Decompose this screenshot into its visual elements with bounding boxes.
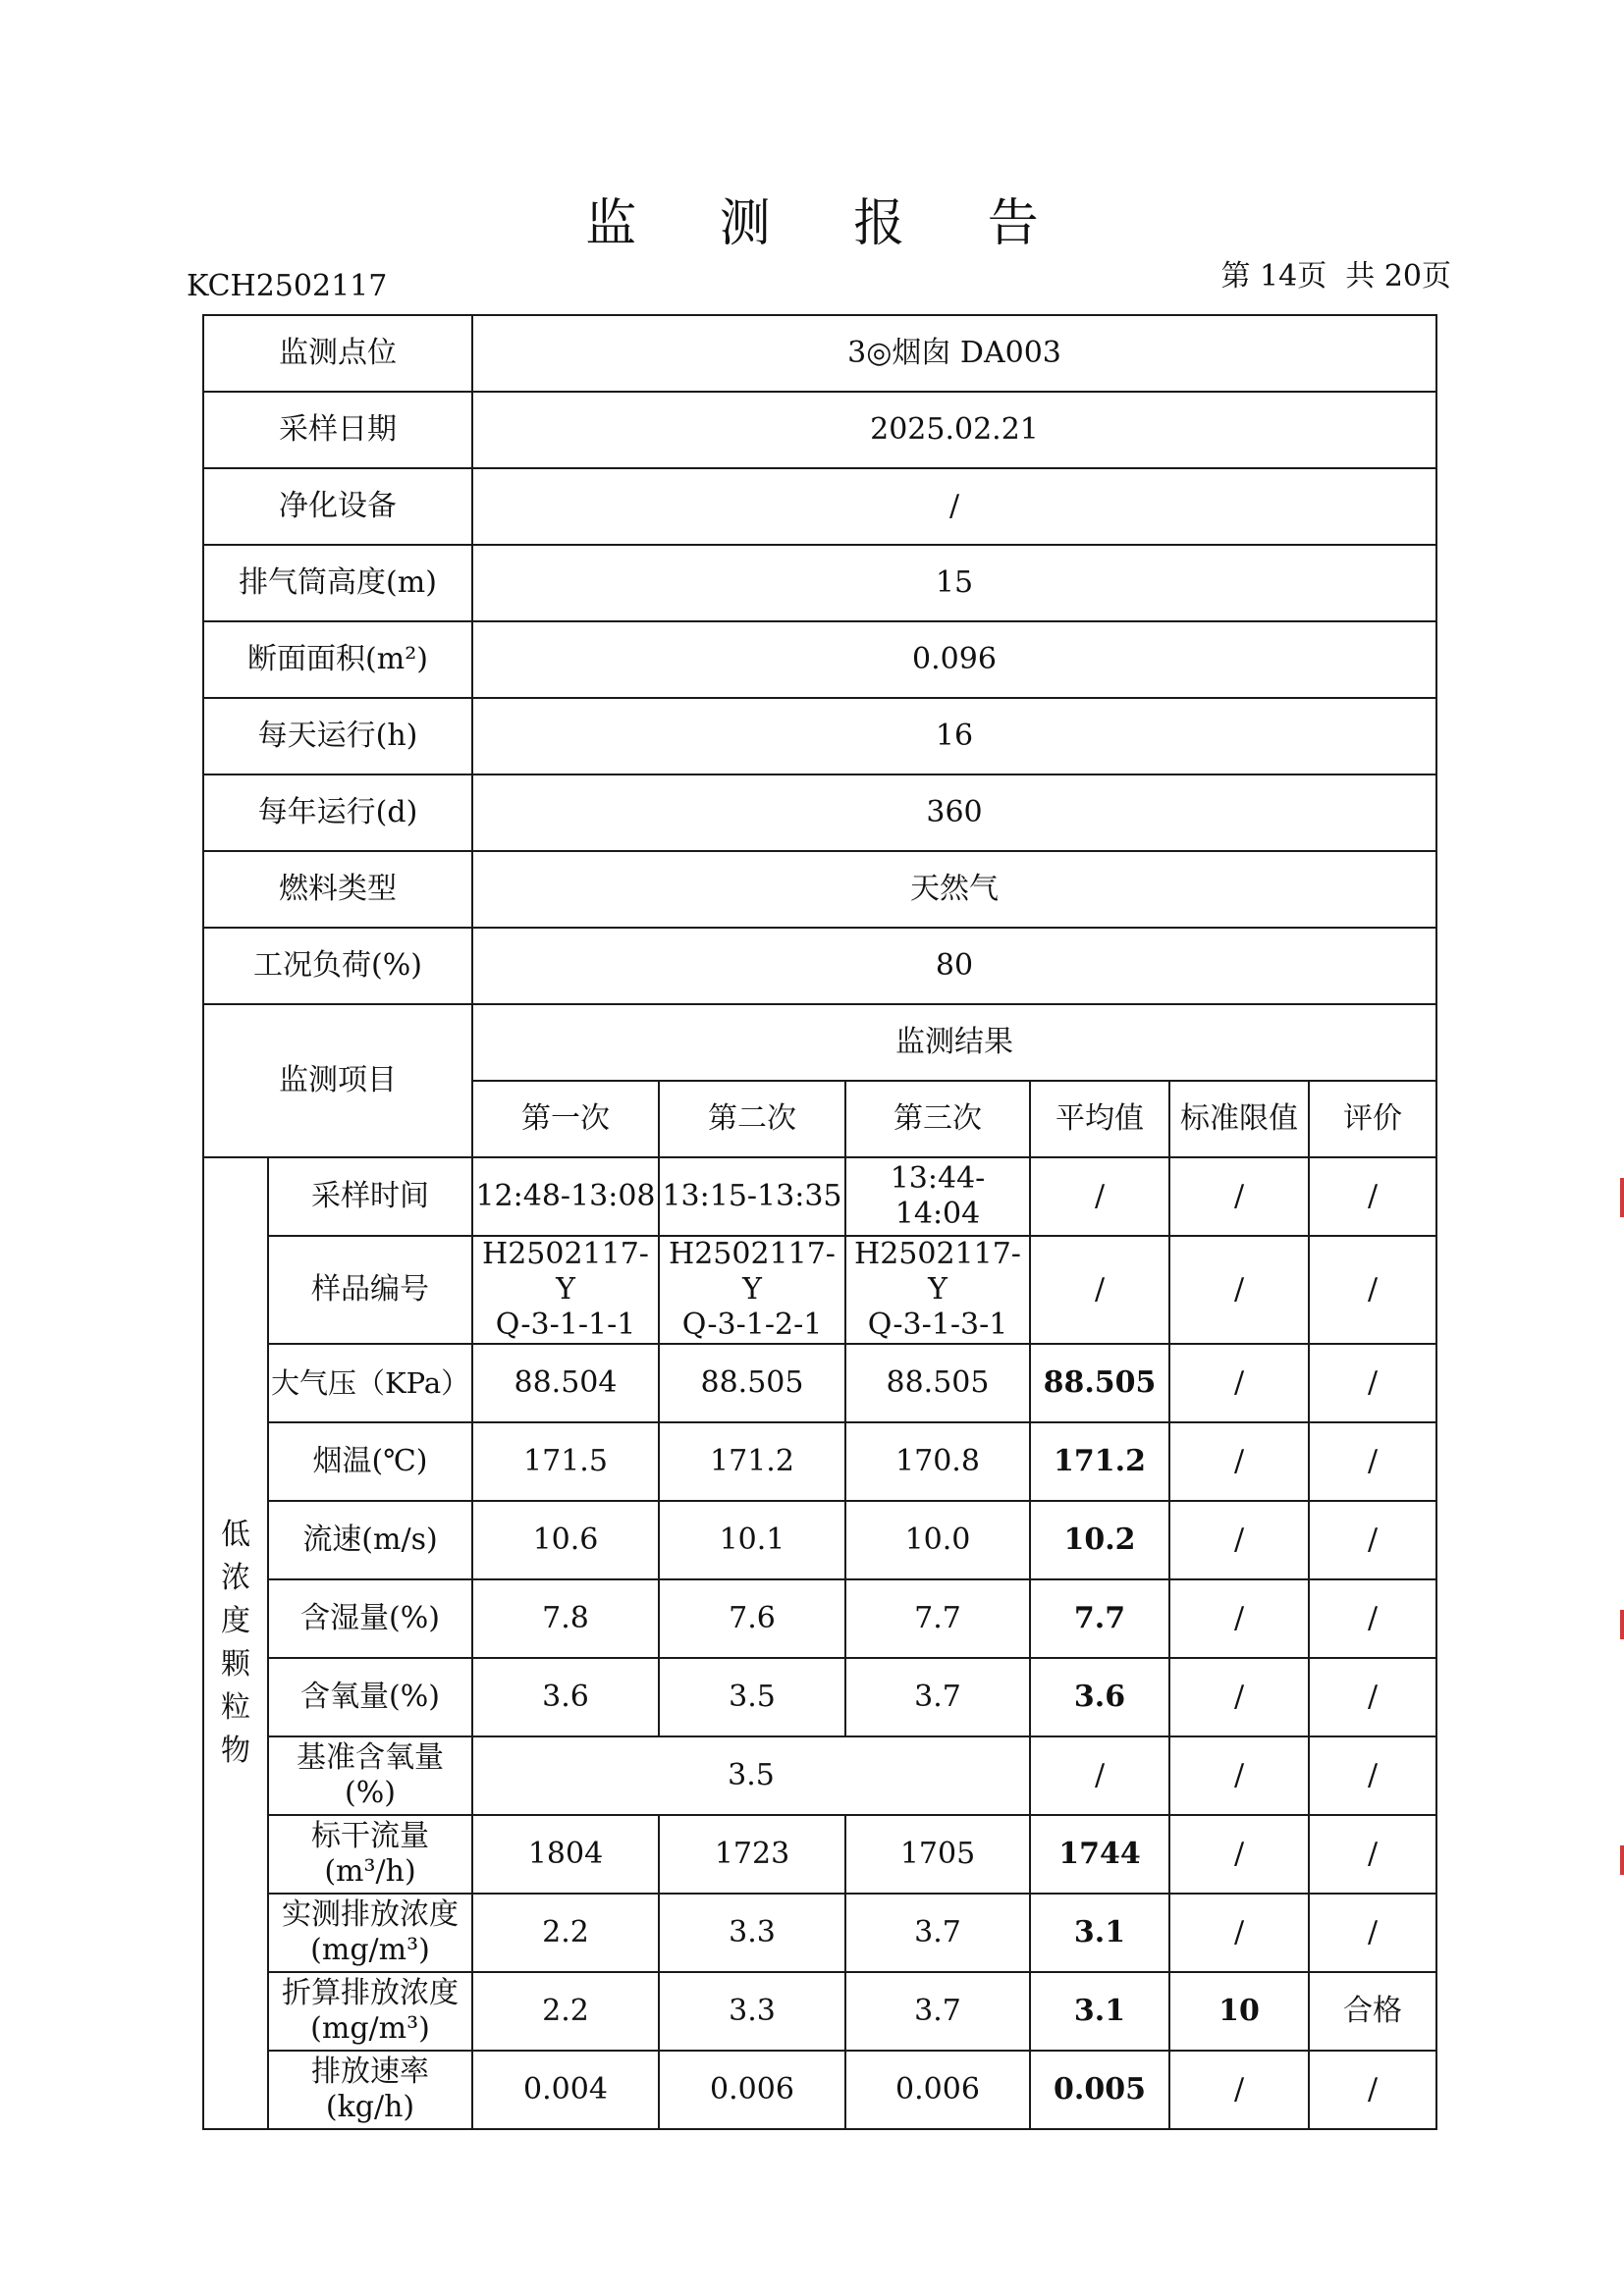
- value-limit: /: [1169, 2051, 1309, 2129]
- monitoring-results-header: 监测结果: [472, 1004, 1436, 1081]
- value-first: 7.8: [472, 1579, 659, 1658]
- value-second: 7.6: [659, 1579, 845, 1658]
- value-limit: /: [1169, 1344, 1309, 1422]
- value-third: 88.505: [845, 1344, 1030, 1422]
- row-label: 烟温(℃): [268, 1422, 472, 1501]
- info-row-sampling-date: [203, 392, 1436, 468]
- row-label: 样品编号: [268, 1236, 472, 1344]
- table-row: [203, 1972, 1436, 2051]
- row-label: 流速(m/s): [268, 1501, 472, 1579]
- report-number: KCH2502117: [187, 269, 388, 303]
- info-row-stack-height: [203, 545, 1436, 621]
- table-row: [203, 1579, 1436, 1658]
- info-row-daily-operation: [203, 698, 1436, 774]
- info-value: /: [472, 468, 1436, 545]
- value-limit: /: [1169, 1501, 1309, 1579]
- row-label: 基准含氧量 (%): [268, 1736, 472, 1815]
- value-third: 3.7: [845, 1658, 1030, 1736]
- value-average: 3.6: [1030, 1658, 1169, 1736]
- value-first: 171.5: [472, 1422, 659, 1501]
- table-row: [203, 1501, 1436, 1579]
- value-third: H2502117-Y Q-3-1-3-1: [845, 1236, 1030, 1344]
- info-value: 360: [472, 774, 1436, 851]
- table-row: [203, 1736, 1436, 1815]
- value-evaluation: /: [1309, 1422, 1436, 1501]
- value-evaluation: /: [1309, 2051, 1436, 2129]
- value-first: 0.004: [472, 2051, 659, 2129]
- column-header-limit: 标准限值: [1169, 1081, 1309, 1157]
- value-first: 2.2: [472, 1972, 659, 2051]
- monitoring-item-header: 监测项目: [203, 1004, 472, 1157]
- value-average: 10.2: [1030, 1501, 1169, 1579]
- value-third: 1705: [845, 1815, 1030, 1894]
- value-first: 1804: [472, 1815, 659, 1894]
- value-second: 3.5: [659, 1658, 845, 1736]
- value-second: 0.006: [659, 2051, 845, 2129]
- table-row: [203, 2051, 1436, 2129]
- value-average: 88.505: [1030, 1344, 1169, 1422]
- value-merged: 3.5: [472, 1736, 1030, 1815]
- page-number: 第 14页 共 20页: [1220, 259, 1451, 294]
- info-row-load: [203, 928, 1436, 1004]
- monitoring-report-table: [202, 314, 1437, 2130]
- margin-mark: [1620, 1845, 1624, 1875]
- info-label: 燃料类型: [203, 851, 472, 928]
- row-label: 采样时间: [268, 1157, 472, 1236]
- value-evaluation: /: [1309, 1157, 1436, 1236]
- info-row-monitoring-point: [203, 315, 1436, 392]
- value-average: 7.7: [1030, 1579, 1169, 1658]
- results-header-row: [203, 1004, 1436, 1081]
- page-title: 监 测 报 告: [585, 194, 1072, 253]
- value-average: 1744: [1030, 1815, 1169, 1894]
- table-row: [203, 1157, 1436, 1236]
- info-row-fuel-type: [203, 851, 1436, 928]
- value-first: 2.2: [472, 1894, 659, 1972]
- table-row: [203, 1422, 1436, 1501]
- margin-mark: [1620, 1610, 1624, 1639]
- info-value: 3◎烟囱 DA003: [472, 315, 1436, 392]
- column-header-average: 平均值: [1030, 1081, 1169, 1157]
- value-second: 1723: [659, 1815, 845, 1894]
- value-third: 7.7: [845, 1579, 1030, 1658]
- value-first: 88.504: [472, 1344, 659, 1422]
- value-third: 10.0: [845, 1501, 1030, 1579]
- value-limit: /: [1169, 1658, 1309, 1736]
- value-evaluation: /: [1309, 1658, 1436, 1736]
- table-row: [203, 1658, 1436, 1736]
- row-label: 折算排放浓度 (mg/m³): [268, 1972, 472, 2051]
- info-row-section-area: [203, 621, 1436, 698]
- info-label: 排气筒高度(m): [203, 545, 472, 621]
- value-first: 10.6: [472, 1501, 659, 1579]
- value-limit: /: [1169, 1736, 1309, 1815]
- value-third: 170.8: [845, 1422, 1030, 1501]
- value-first: 3.6: [472, 1658, 659, 1736]
- column-header-second: 第二次: [659, 1081, 845, 1157]
- info-label: 采样日期: [203, 392, 472, 468]
- value-evaluation: 合格: [1309, 1972, 1436, 2051]
- info-label: 断面面积(m²): [203, 621, 472, 698]
- info-row-annual-operation: [203, 774, 1436, 851]
- value-third: 0.006: [845, 2051, 1030, 2129]
- value-evaluation: /: [1309, 1815, 1436, 1894]
- value-third: 13:44-14:04: [845, 1157, 1030, 1236]
- info-label: 监测点位: [203, 315, 472, 392]
- value-limit: 10: [1169, 1972, 1309, 2051]
- value-evaluation: /: [1309, 1736, 1436, 1815]
- category-label: 低 浓 度 颗 粒 物: [203, 1157, 268, 2129]
- table-row: [203, 1344, 1436, 1422]
- info-value: 80: [472, 928, 1436, 1004]
- row-label: 排放速率 (kg/h): [268, 2051, 472, 2129]
- column-header-evaluation: 评价: [1309, 1081, 1436, 1157]
- value-evaluation: /: [1309, 1344, 1436, 1422]
- info-row-purification-equipment: [203, 468, 1436, 545]
- value-limit: /: [1169, 1815, 1309, 1894]
- value-average: 171.2: [1030, 1422, 1169, 1501]
- value-average: 3.1: [1030, 1894, 1169, 1972]
- value-second: 10.1: [659, 1501, 845, 1579]
- value-limit: /: [1169, 1894, 1309, 1972]
- info-value: 0.096: [472, 621, 1436, 698]
- value-limit: /: [1169, 1579, 1309, 1658]
- value-second: 3.3: [659, 1894, 845, 1972]
- margin-mark: [1620, 1178, 1624, 1217]
- info-value: 2025.02.21: [472, 392, 1436, 468]
- value-first: 12:48-13:08: [472, 1157, 659, 1236]
- value-average: 0.005: [1030, 2051, 1169, 2129]
- table-row: [203, 1236, 1436, 1344]
- value-evaluation: /: [1309, 1501, 1436, 1579]
- table-row: [203, 1894, 1436, 1972]
- table-row: [203, 1815, 1436, 1894]
- value-first: H2502117-Y Q-3-1-1-1: [472, 1236, 659, 1344]
- info-label: 工况负荷(%): [203, 928, 472, 1004]
- value-second: 88.505: [659, 1344, 845, 1422]
- info-label: 每天运行(h): [203, 698, 472, 774]
- info-label: 净化设备: [203, 468, 472, 545]
- value-limit: /: [1169, 1422, 1309, 1501]
- value-second: 13:15-13:35: [659, 1157, 845, 1236]
- value-second: 171.2: [659, 1422, 845, 1501]
- value-average: /: [1030, 1236, 1169, 1344]
- value-third: 3.7: [845, 1894, 1030, 1972]
- value-average: /: [1030, 1736, 1169, 1815]
- value-evaluation: /: [1309, 1236, 1436, 1344]
- column-header-third: 第三次: [845, 1081, 1030, 1157]
- row-label: 大气压（KPa）: [268, 1344, 472, 1422]
- value-average: 3.1: [1030, 1972, 1169, 2051]
- value-second: H2502117-Y Q-3-1-2-1: [659, 1236, 845, 1344]
- value-evaluation: /: [1309, 1894, 1436, 1972]
- value-average: /: [1030, 1157, 1169, 1236]
- row-label: 实测排放浓度 (mg/m³): [268, 1894, 472, 1972]
- column-header-first: 第一次: [472, 1081, 659, 1157]
- info-label: 每年运行(d): [203, 774, 472, 851]
- value-limit: /: [1169, 1157, 1309, 1236]
- value-second: 3.3: [659, 1972, 845, 2051]
- value-third: 3.7: [845, 1972, 1030, 2051]
- info-value: 15: [472, 545, 1436, 621]
- value-limit: /: [1169, 1236, 1309, 1344]
- row-label: 含氧量(%): [268, 1658, 472, 1736]
- info-value: 天然气: [472, 851, 1436, 928]
- value-evaluation: /: [1309, 1579, 1436, 1658]
- info-value: 16: [472, 698, 1436, 774]
- row-label: 含湿量(%): [268, 1579, 472, 1658]
- row-label: 标干流量 (m³/h): [268, 1815, 472, 1894]
